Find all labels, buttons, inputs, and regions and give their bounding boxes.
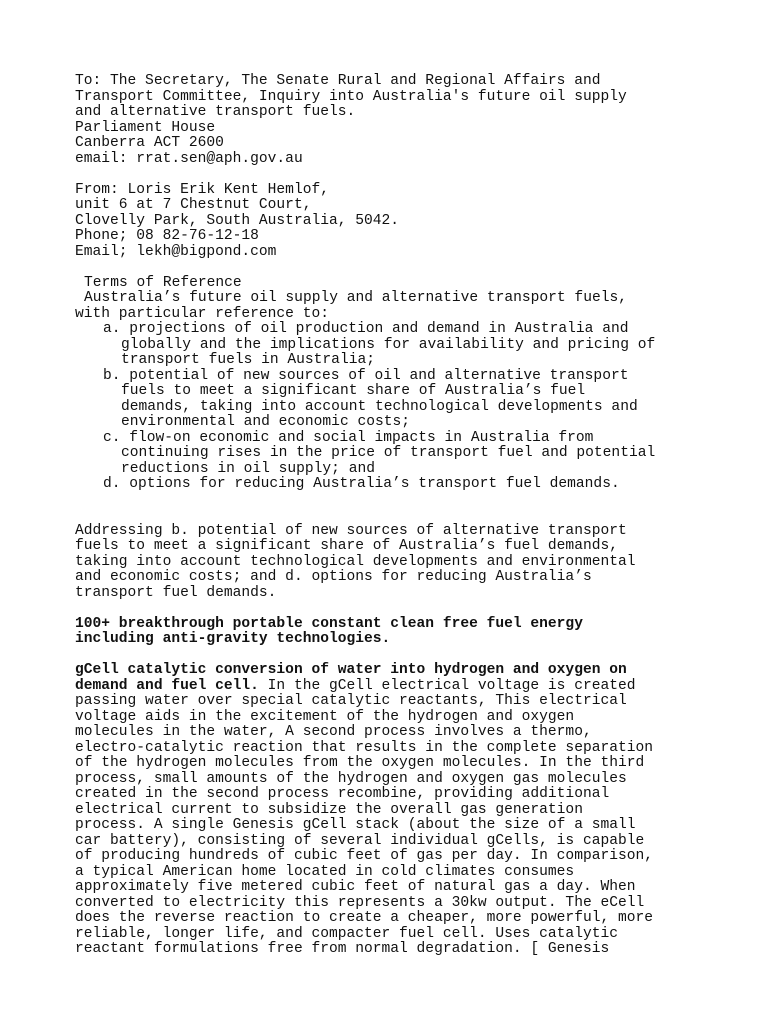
terms-intro: Australia’s future oil supply and alternative transport fuels,: [84, 290, 627, 306]
gcell-heading-end: demand and fuel cell.: [75, 677, 259, 694]
spacer: [75, 493, 715, 524]
sender-line: unit 6 at 7 Chestnut Court,: [75, 197, 312, 213]
paragraph-line: does the reverse reaction to create a cheaper, more powerful, more: [75, 910, 654, 926]
spacer: [75, 260, 715, 276]
list-item: b. potential of new sources of oil and alternative transport: [103, 367, 629, 384]
recipient-line: Transport Committee, Inquiry into Australia's future oil supply: [75, 88, 627, 105]
paragraph-line: reliable, longer life, and compacter fuel cell. Uses catalytic: [75, 925, 618, 942]
recipient-line: Canberra ACT 2600: [75, 135, 224, 151]
paragraph-line: car battery), consisting of several individual gCells, is capable: [75, 832, 645, 849]
recipient-email: email: rrat.sen@aph.gov.au: [75, 150, 303, 167]
terms-item-d: [75, 477, 715, 493]
addressing-paragraph: [75, 524, 715, 602]
list-item-continuation: demands, taking into account technological developments and: [121, 398, 638, 415]
document-page: [75, 74, 715, 958]
sender-line: From: Loris Erik Kent Hemlof,: [75, 181, 329, 198]
paragraph-line: Addressing b. potential of new sources of alternative transport: [75, 522, 627, 539]
paragraph-line: electrical current to subsidize the overall gas generation: [75, 801, 583, 818]
spacer: [75, 167, 715, 183]
paragraph-line: taking into account technological developments and environmental: [75, 553, 636, 570]
gcell-heading: gCell catalytic conversion of water into hydrogen and oxygen on: [75, 662, 627, 678]
list-item: d. options for reducing Australia’s transport fuel demands.: [103, 476, 620, 492]
list-item-continuation: continuing rises in the price of transport fuel and potential: [121, 445, 656, 461]
paragraph-line: molecules in the water, A second process involves a thermo,: [75, 724, 592, 740]
paragraph-line: electro-catalytic reaction that results in the complete separation: [75, 739, 654, 756]
paragraph-line: and economic costs; and d. options for reducing Australia’s: [75, 569, 592, 585]
recipient-line: and alternative transport fuels.: [75, 104, 356, 120]
terms-of-reference: [75, 276, 715, 493]
list-item: a. projections of oil production and demand in Australia and: [103, 321, 629, 337]
headline-line: including anti-gravity technologies.: [75, 631, 391, 647]
terms-item-c: [75, 431, 715, 478]
paragraph-line: approximately five metered cubic feet of natural gas a day. When: [75, 879, 636, 895]
paragraph-line: of producing hundreds of cubic feet of gas per day. In comparison,: [75, 848, 654, 864]
paragraph-line: process. A single Genesis gCell stack (about the size of a small: [75, 817, 636, 833]
terms-item-a: [75, 322, 715, 369]
terms-intro: with particular reference to:: [75, 305, 329, 322]
recipient-block: [75, 74, 715, 167]
list-item-continuation: reductions in oil supply; and: [121, 460, 375, 477]
list-item-continuation: transport fuels in Australia;: [121, 352, 375, 368]
spacer: [75, 601, 715, 617]
headline: [75, 617, 715, 648]
paragraph-line: passing water over special catalytic reactants, This electrical: [75, 693, 627, 709]
paragraph-line: [75, 679, 715, 695]
spacer: [75, 648, 715, 664]
paragraph-line: created in the second process recombine, providing additional: [75, 786, 610, 802]
paragraph-line: a typical American home located in cold climates consumes: [75, 863, 575, 880]
recipient-line: To: The Secretary, The Senate Rural and Regional Affairs and: [75, 73, 601, 89]
paragraph-line: transport fuel demands.: [75, 584, 277, 601]
sender-block: [75, 183, 715, 261]
sender-email: Email; lekh@bigpond.com: [75, 243, 277, 260]
terms-heading: Terms of Reference: [84, 274, 242, 291]
terms-item-b: [75, 369, 715, 431]
paragraph-line: converted to electricity this represents a 30kw output. The eCell: [75, 894, 645, 911]
list-item-continuation: environmental and economic costs;: [121, 414, 411, 430]
headline-line: 100+ breakthrough portable constant clean free fuel energy: [75, 615, 583, 632]
sender-phone: Phone; 08 82-76-12-18: [75, 228, 259, 244]
sender-line: Clovelly Park, South Australia, 5042.: [75, 212, 400, 229]
recipient-line: Parliament House: [75, 119, 216, 136]
list-item-continuation: fuels to meet a significant share of Australia’s fuel: [121, 383, 586, 399]
gcell-paragraph: [75, 663, 715, 958]
paragraph-line: process, small amounts of the hydrogen and oxygen gas molecules: [75, 770, 627, 787]
paragraph-line: fuels to meet a significant share of Australia’s fuel demands,: [75, 538, 618, 554]
paragraph-line: of the hydrogen molecules from the oxygen molecules. In the third: [75, 755, 645, 771]
paragraph-line: voltage aids in the excitement of the hydrogen and oxygen: [75, 708, 575, 725]
list-item-continuation: globally and the implications for availability and pricing of: [121, 336, 656, 353]
list-item: c. flow-on economic and social impacts in Australia from: [103, 429, 594, 446]
paragraph-text: In the gCell electrical voltage is created: [258, 677, 636, 694]
paragraph-line: reactant formulations free from normal degradation. [ Genesis: [75, 941, 610, 957]
